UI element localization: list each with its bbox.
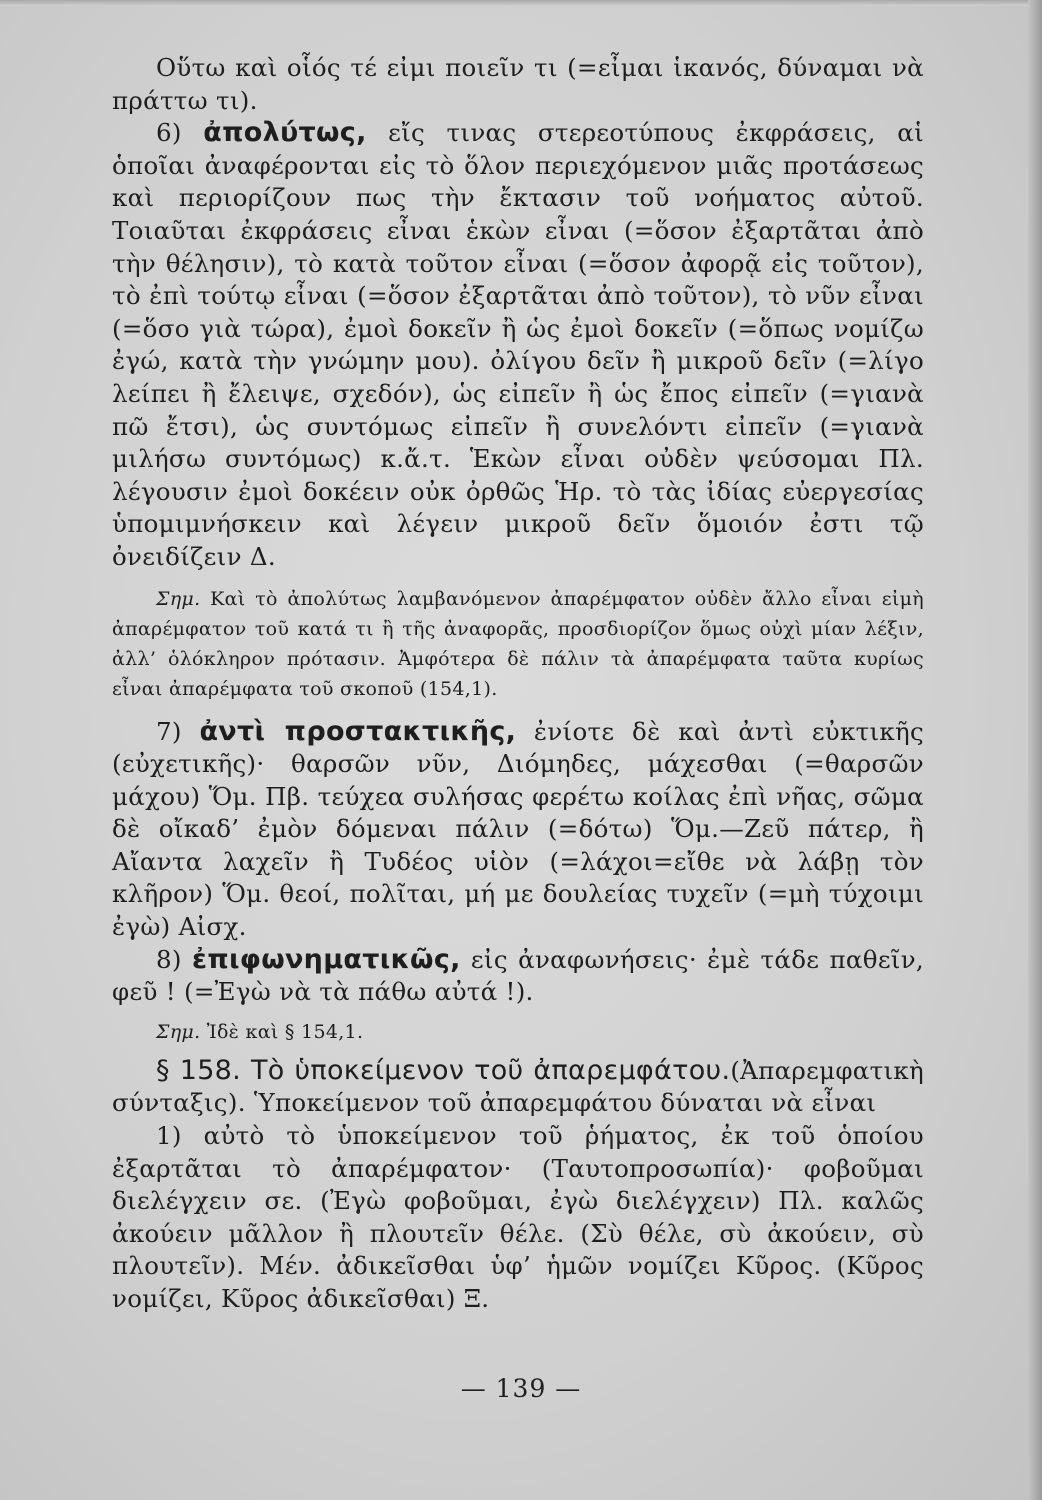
note-1-text: Καὶ τὸ ἀπολύτως λαμβανόμενον ἀπαρέμφατον οὐδὲν ἄλλο εἶναι εἰμὴ ἀπαρέμφατον τοῦ κατά τι ἢ τῆς ἀναφορᾶς, προσδιορίζον ὅμως οὐχὶ μίαν λέξιν, ἀλλ’ ὁλόκληρον πρότασιν. Ἀμφότερα δὲ πάλιν τὰ ἀπαρέμφατα ταῦτα κυρίως εἶναι ἀπαρέμφατα τοῦ σκοποῦ (154,1). bbox=[112, 587, 924, 700]
page-edge-top bbox=[0, 0, 1042, 6]
page-edge-right bbox=[1028, 0, 1042, 1500]
item-7-text: ἐνίοτε δὲ καὶ ἀντὶ εὐκτικῆς (εὐχετικῆς)· θαρσῶν νῦν, Διόμηδες, μάχεσθαι (=θαρσῶν μάχου) Ὅμ. Πβ. τεύχεα συλήσας φερέτω κοίλας ἐπὶ νῆας, σῶμα δὲ οἴκαδ’ ἐμὸν δόμεναι πάλιν (=δότω) Ὅμ.—Ζεῦ πάτερ, ἢ Αἴαντα λαχεῖν ἢ Τυδέος υἱὸν (=λάχοι=εἴθε νὰ λάβῃ τὸν κλῆρον) Ὅμ. θεοί, πολῖται, μή με δουλείας τυχεῖν (=μὴ τύχοιμι ἐγὼ) Αἰσχ. bbox=[112, 716, 924, 942]
item-7-number: 7) bbox=[156, 716, 182, 746]
note-1-label: Σημ. bbox=[156, 587, 201, 610]
paragraph-item-1: 1) αὐτὸ τὸ ὑποκείμενον τοῦ ῥήματος, ἐκ τοῦ ὁποίου ἐξαρτᾶται τὸ ἀπαρέμφατον· (Ταυτοπροσωπία)· φοβοῦμαι διελέγχειν σε. (Ἐγὼ φοβοῦμαι, ἐγὼ διελέγχειν) Πλ. καλῶς ἀκούειν μᾶλλον ἢ πλουτεῖν θέλε. (Σὺ θέλε, σὺ ἀκούειν, σὺ πλουτεῖν). Μέν. ἀδικεῖσθαι ὑφ’ ἡμῶν νομίζει Κῦρος. (Κῦρος νομίζει, Κῦρος ἀδικεῖσθαι) Ξ. bbox=[112, 1121, 924, 1313]
paragraph-item-7 bbox=[112, 716, 924, 944]
note-2 bbox=[112, 1017, 924, 1047]
item-8-number: 8) bbox=[156, 944, 182, 974]
paragraph-opening: Οὕτω καὶ οἷός τέ εἰμι ποιεῖν τι (=εἶμαι ἱκανός, δύναμαι νὰ πράττω τι). bbox=[112, 53, 924, 115]
page-number: — 139 — bbox=[460, 1374, 582, 1403]
item-6-heading: ἀπολύτως, bbox=[203, 117, 367, 149]
item-8-text: εἰς ἀναφωνήσεις· ἐμὲ τάδε παθεῖν, φεῦ ! (=Ἐγὼ νὰ τὰ πάθω αὐτά !). bbox=[112, 944, 924, 1007]
paragraph-item-6 bbox=[112, 117, 924, 573]
paragraph-item-8 bbox=[112, 944, 924, 1009]
item-6-text: εἴς τινας στερεοτύπους ἐκφράσεις, αἱ ὁποῖαι ἀναφέρονται εἰς τὸ ὅλον περιεχόμενον μιᾶς προτάσεως καὶ περιορίζουν πως τὴν ἔκτασιν τοῦ νοήματος αὐτοῦ. Τοιαῦται ἐκφράσεις εἶναι ἑκὼν εἶναι (=ὅσον ἐξαρτᾶται ἀπὸ τὴν θέλησιν), τὸ κατὰ τοῦτον εἶναι (=ὅσον ἀφορᾷ εἰς τοῦτον), τὸ ἐπὶ τούτῳ εἶναι (=ὅσον ἐξαρτᾶται ἀπὸ τοῦτον), τὸ νῦν εἶναι (=ὅσο γιὰ τώρα), ἐμοὶ δοκεῖν ἢ ὡς ἐμοὶ δοκεῖν (=ὅπως νομίζω ἐγώ, κατὰ τὴν γνώμην μου). ὀλίγου δεῖν ἢ μικροῦ δεῖν (=λίγο λείπει ἢ ἔλειψε, σχεδόν), ὡς εἰπεῖν ἢ ὡς ἔπος εἰπεῖν (=γιανὰ πῶ ἔτσι), ὡς συντόμως εἰπεῖν ἢ συνελόντι εἰπεῖν (=γιανὰ μιλήσω συντόμως) κ.ἄ.τ. Ἑκὼν εἶναι οὐδὲν ψεύσομαι Πλ. λέγουσιν ἐμοὶ δοκέειν οὐκ ὀρθῶς Ἡρ. τὸ τὰς ἰδίας εὐεργεσίας ὑπομιμνήσκειν καὶ λέγειν μικροῦ δεῖν ὅμοιόν ἐστι τῷ ὀνειδίζειν Δ. bbox=[112, 118, 924, 571]
body-text bbox=[112, 52, 924, 1316]
note-2-text: Ἰδὲ καὶ § 154,1. bbox=[200, 1020, 364, 1043]
note-1 bbox=[112, 584, 924, 704]
section-158 bbox=[112, 1055, 924, 1120]
item-8-heading: ἐπιφωνηματικῶς, bbox=[192, 943, 461, 975]
section-158-heading: § 158. Τὸ ὑποκείμενον τοῦ ἀπαρεμφάτου. bbox=[156, 1054, 731, 1086]
item-7-heading: ἀντὶ προστακτικῆς, bbox=[199, 715, 517, 747]
note-2-label: Σημ. bbox=[156, 1020, 201, 1043]
item-6-number: 6) bbox=[156, 118, 182, 148]
section-158-text: (Ἀπαρεμφατικὴ σύνταξις). Ὑποκείμενον τοῦ ἀπαρεμφάτου δύναται νὰ εἶναι bbox=[112, 1055, 924, 1118]
